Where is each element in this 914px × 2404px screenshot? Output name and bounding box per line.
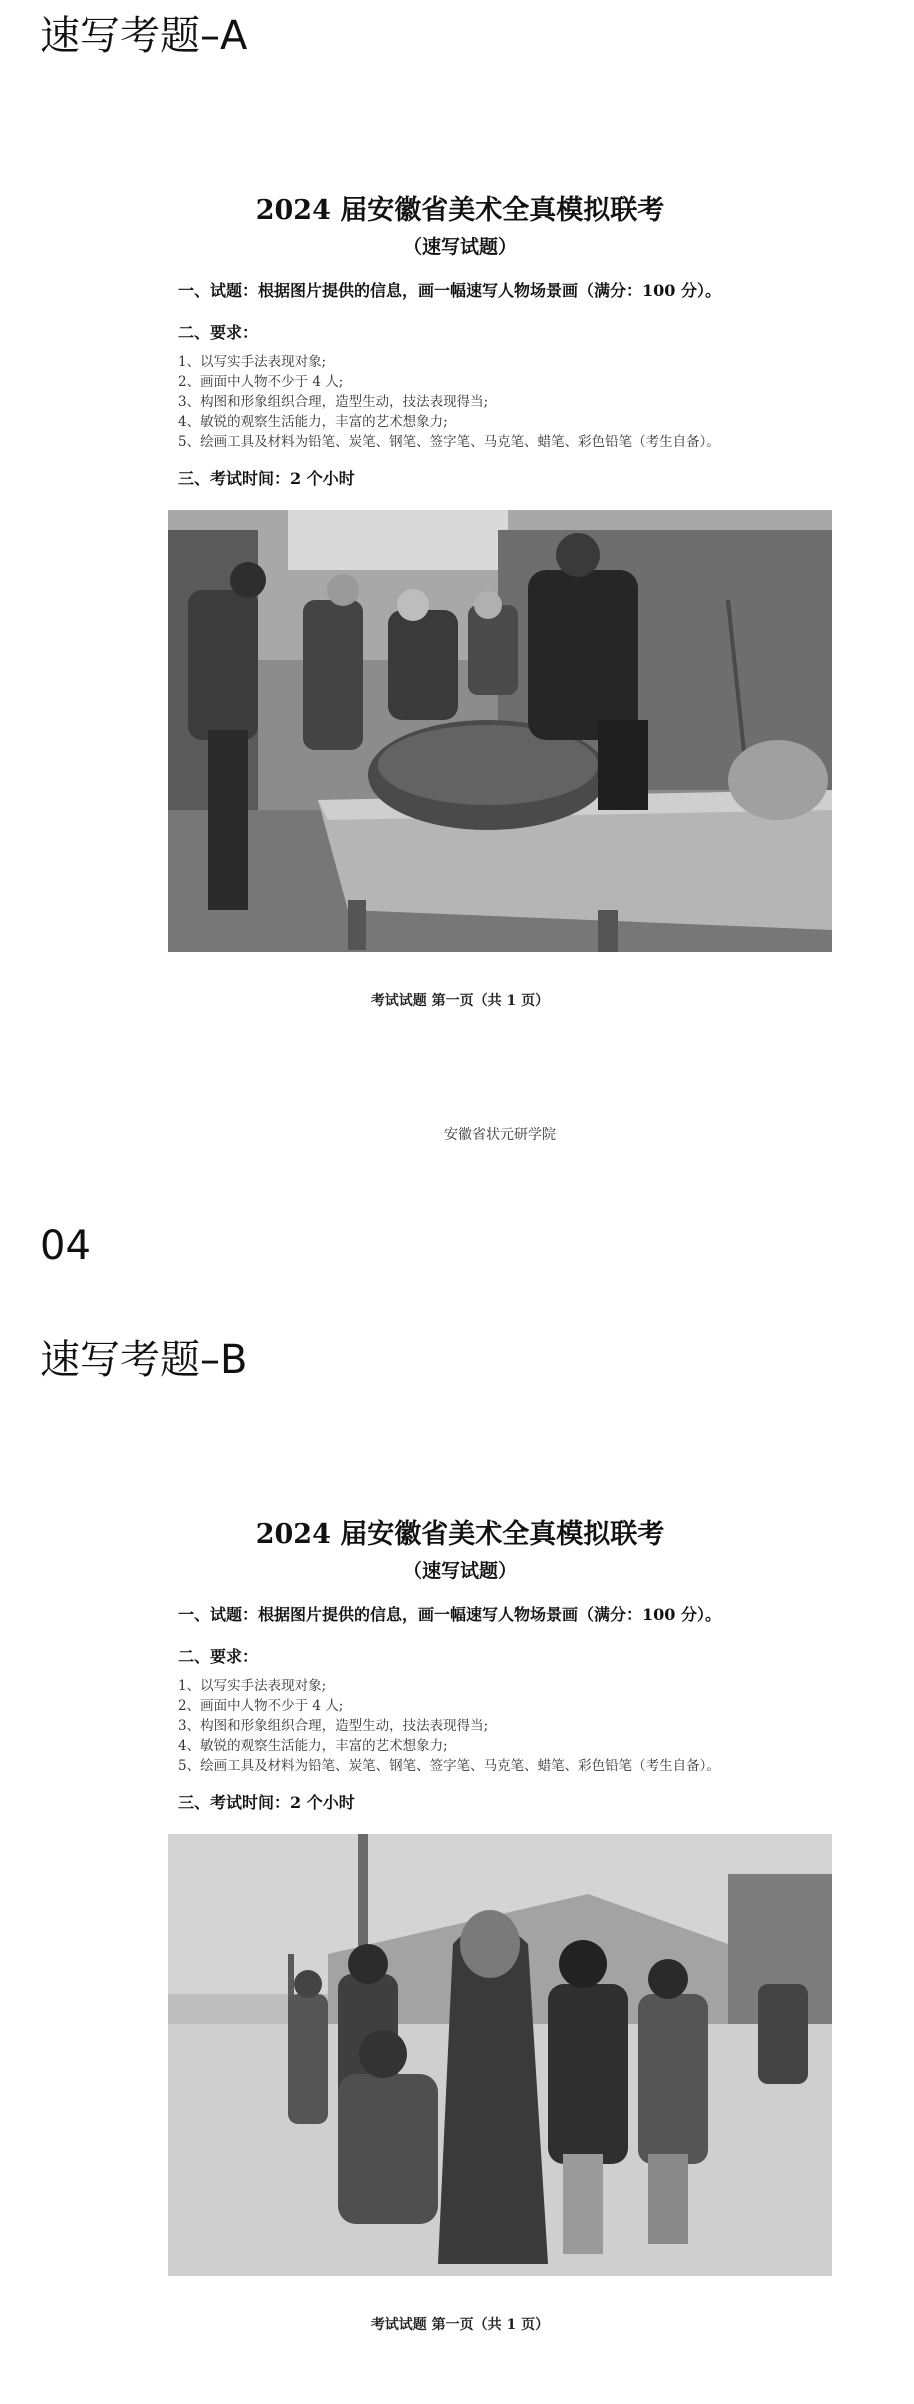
requirement-item: 3、构图和形象组织合理，造型生动，技法表现得当; [178,394,489,410]
requirements-list [178,1676,720,1776]
section-heading-b: 速写考题–B [40,1337,248,1383]
exam-subtitle: （速写试题） [402,236,517,258]
requirement-item: 5、绘画工具及材料为铅笔、炭笔、钢笔、签字笔、马克笔、蜡笔、彩色铅笔（考生自备）。 [178,434,720,450]
exam-sheet-b [160,1512,760,2392]
exam-title: 2024 届安徽省美术全真模拟联考 [255,195,665,226]
section-heading-a: 速写考题–A [40,13,248,59]
exam-subtitle: （速写试题） [402,1560,517,1582]
exam-question: 一、试题：根据图片提供的信息，画一幅速写人物场景画（满分：100 分）。 [178,1605,721,1624]
exam-time: 三、考试时间：2 个小时 [178,1793,355,1812]
requirement-item: 4、敏锐的观察生活能力，丰富的艺术想象力; [178,414,448,430]
photo-illustration [168,1834,832,2276]
reference-photo-b [168,1834,832,2276]
exam-time: 三、考试时间：2 个小时 [178,469,355,488]
requirements-title: 二、要求： [178,1647,259,1666]
requirement-item: 1、以写实手法表现对象; [178,354,327,370]
requirement-item: 2、画面中人物不少于 4 人; [178,374,344,390]
requirement-item: 4、敏锐的观察生活能力，丰富的艺术想象力; [178,1738,448,1754]
requirements-list [178,352,720,452]
section-number: 04 [40,1223,91,1269]
reference-photo-a [168,510,832,952]
exam-sheet-a [160,188,760,1068]
exam-title: 2024 届安徽省美术全真模拟联考 [255,1519,665,1550]
exam-question: 一、试题：根据图片提供的信息，画一幅速写人物场景画（满分：100 分）。 [178,281,721,300]
exam-footer: 考试试题 第一页（共 1 页） [370,993,550,1009]
requirements-title: 二、要求： [178,323,259,342]
organization-name: 安徽省状元研学院 [444,1127,556,1143]
photo-illustration [168,510,832,952]
requirement-item: 5、绘画工具及材料为铅笔、炭笔、钢笔、签字笔、马克笔、蜡笔、彩色铅笔（考生自备）。 [178,1758,720,1774]
requirement-item: 2、画面中人物不少于 4 人; [178,1698,344,1714]
exam-footer: 考试试题 第一页（共 1 页） [370,2317,550,2333]
requirement-item: 3、构图和形象组织合理，造型生动，技法表现得当; [178,1718,489,1734]
requirement-item: 1、以写实手法表现对象; [178,1678,327,1694]
